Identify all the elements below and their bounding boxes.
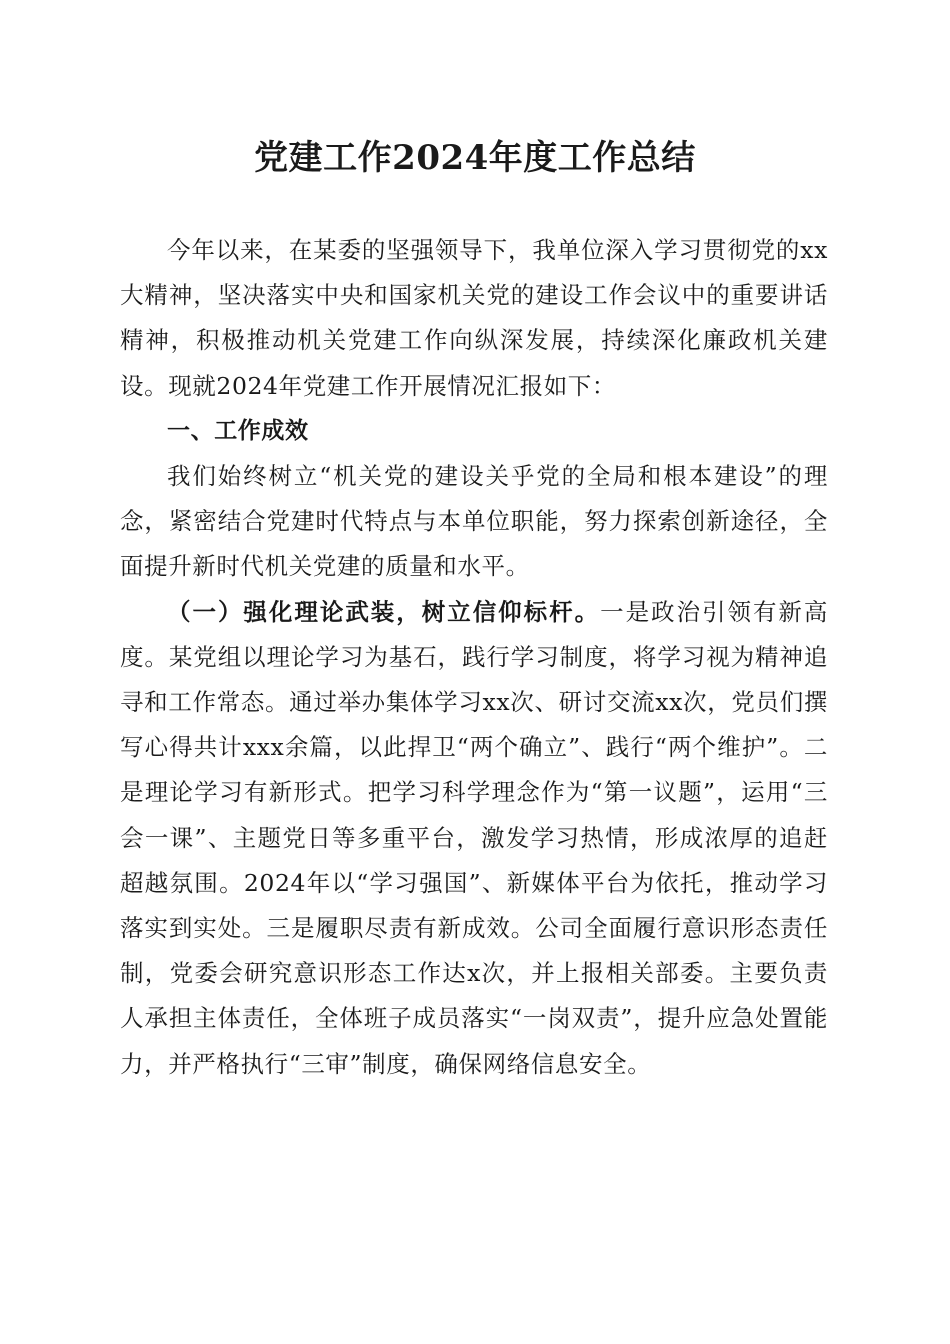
- section-heading-work-results: 一、工作成效: [167, 417, 309, 444]
- subsection-lead: （一）强化理论武装，树立信仰标杆。: [167, 597, 601, 626]
- document-title: 党建工作2024年度工作总结: [254, 138, 696, 178]
- subsection-body: 一是政治引领有新高度。某党组以理论学习为基石，践行学习制度，将学习视为精神追寻和工作常态。通过举办集体学习xx次、研讨交流xx次，党员们撰写心得共计xxx余篇，以此捍卫“两个确立”、践行“两个维护”。二是理论学习有新形式。把学习科学理念作为“第一议题”，运用“三会一课”、主题党日等多重平台，激发学习热情，形成浓厚的追赶超越氛围。2024年以“学习强国”、新媒体平台为依托，推动学习落实到实处。三是履职尽责有新成效。公司全面履行意识形态责任制，党委会研究意识形态工作达x次，并上报相关部委。主要负责人承担主体责任，全体班子成员落实“一岗双责”，提升应急处置能力，并严格执行“三审”制度，确保网络信息安全。: [120, 597, 828, 1078]
- section-paragraph: 我们始终树立“机关党的建设关乎党的全局和根本建设”的理念，紧密结合党建时代特点与本单位职能，努力探索创新途径，全面提升新时代机关党建的质量和水平。: [120, 462, 828, 581]
- intro-paragraph: 今年以来，在某委的坚强领导下，我单位深入学习贯彻党的xx大精神，坚决落实中央和国家机关党的建设工作会议中的重要讲话精神，积极推动机关党建工作向纵深发展，持续深化廉政机关建设。现就2024年党建工作开展情况汇报如下：: [120, 236, 828, 400]
- document-body: [120, 228, 828, 1087]
- subsection-paragraph: [120, 590, 828, 1087]
